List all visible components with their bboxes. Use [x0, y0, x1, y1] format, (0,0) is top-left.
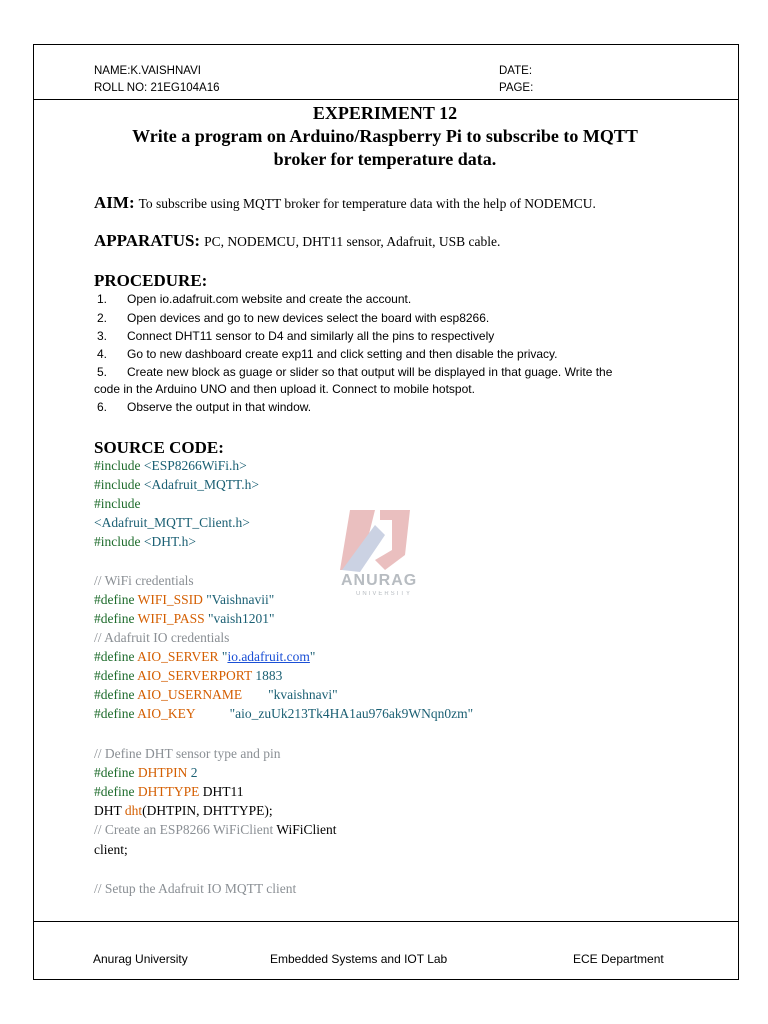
code-line	[94, 822, 337, 838]
code-line	[94, 687, 338, 703]
code-value: 1883	[255, 668, 283, 683]
header-divider	[33, 99, 739, 100]
code-keyword: #define	[94, 765, 135, 780]
aio-server-link[interactable]: io.adafruit.com	[227, 649, 310, 664]
code-keyword: #define	[94, 592, 135, 607]
step-text: Open io.adafruit.com website and create the account.	[127, 292, 412, 306]
step-number: 2.	[97, 311, 108, 325]
procedure-step-continuation: code in the Arduino UNO and then upload it. Connect to mobile hotspot.	[94, 382, 475, 396]
aim-label: AIM:	[94, 193, 135, 212]
code-line	[94, 458, 247, 474]
step-number: 6.	[97, 400, 108, 414]
footer-divider	[33, 921, 739, 922]
watermark-text: ANURAG	[341, 572, 418, 589]
code-keyword: #include	[94, 496, 141, 511]
code-line	[94, 611, 275, 627]
code-keyword: #include	[94, 458, 141, 473]
code-line	[94, 496, 141, 512]
code-comment: // WiFi credentials	[94, 573, 194, 588]
code-value: 2	[190, 765, 198, 780]
code-comment: // Setup the Adafruit IO MQTT client	[94, 881, 297, 896]
procedure-label: PROCEDURE:	[94, 271, 208, 290]
step-text: Open devices and go to new devices select the board with esp8266.	[127, 311, 490, 325]
code-type: DHT	[94, 803, 122, 818]
code-line	[94, 477, 259, 493]
code-line	[94, 784, 243, 800]
footer-university: Anurag University	[93, 952, 188, 966]
date-label: DATE:	[499, 65, 533, 77]
code-value: "Vaishnavii"	[206, 592, 275, 607]
code-keyword: #include	[94, 534, 141, 549]
page-label: PAGE:	[499, 82, 534, 94]
student-name: NAME:K.VAISHNAVI	[94, 65, 201, 77]
experiment-number: EXPERIMENT 12	[312, 103, 458, 123]
code-value: <Adafruit_MQTT_Client.h>	[94, 515, 250, 530]
footer-department: ECE Department	[573, 952, 664, 966]
code-quote: "	[221, 649, 228, 664]
code-identifier: dht	[124, 803, 143, 818]
apparatus-section	[94, 231, 500, 251]
step-text: Create new block as guage or slider so that output will be displayed in that guage. Write the	[127, 365, 613, 379]
procedure-step	[97, 292, 411, 306]
step-number: 5.	[97, 365, 108, 379]
code-identifier: AIO_KEY	[137, 706, 196, 721]
step-number: 4.	[97, 347, 108, 361]
aim-section	[94, 193, 596, 213]
code-identifier: DHTTYPE	[137, 784, 200, 799]
step-number: 3.	[97, 329, 108, 343]
source-code-label: SOURCE CODE:	[94, 438, 224, 457]
roll-number: ROLL NO: 21EG104A16	[94, 82, 220, 94]
code-value: "kvaishnavi"	[268, 687, 338, 702]
step-text: Connect DHT11 sensor to D4 and similarly all the pins to respectively	[127, 329, 495, 343]
code-identifier: WIFI_PASS	[137, 611, 205, 626]
code-value: "aio_zuUk213Tk4HA1au976ak9WNqn0zm"	[229, 706, 474, 721]
code-line	[94, 515, 250, 531]
code-keyword: #define	[94, 611, 135, 626]
footer-lab: Embedded Systems and IOT Lab	[270, 952, 448, 966]
aim-text: To subscribe using MQTT broker for temperature data with the help of NODEMCU.	[138, 196, 596, 211]
code-keyword: #define	[94, 668, 135, 683]
code-args: (DHTPIN, DHTTYPE);	[142, 803, 273, 818]
step-text: Go to new dashboard create exp11 and click setting and then disable the privacy.	[127, 347, 558, 361]
apparatus-label: APPARATUS:	[94, 231, 201, 250]
code-quote: "	[309, 649, 316, 664]
watermark-subtext: UNIVERSITY	[356, 591, 413, 597]
procedure-step	[97, 329, 494, 343]
code-comment: // Define DHT sensor type and pin	[94, 746, 281, 761]
code-identifier: AIO_USERNAME	[137, 687, 243, 702]
code-comment: // Create an ESP8266 WiFiClient	[94, 822, 274, 837]
code-identifier: DHTPIN	[137, 765, 188, 780]
step-text: Observe the output in that window.	[127, 400, 312, 414]
code-line	[94, 765, 197, 781]
code-line	[94, 668, 282, 684]
code-line: client;	[94, 842, 128, 857]
procedure-step	[97, 365, 612, 379]
code-comment: // Adafruit IO credentials	[94, 630, 230, 645]
apparatus-text: PC, NODEMCU, DHT11 sensor, Adafruit, USB cable.	[204, 234, 501, 249]
code-keyword: #define	[94, 784, 135, 799]
code-line	[94, 803, 273, 819]
code-value: "vaish1201"	[208, 611, 275, 626]
experiment-title-line-2: broker for temperature data.	[273, 149, 497, 169]
code-keyword: #define	[94, 706, 135, 721]
code-line	[94, 592, 274, 608]
code-identifier: AIO_SERVER	[137, 649, 219, 664]
code-keyword: #include	[94, 477, 141, 492]
code-line	[94, 534, 196, 550]
code-keyword: #define	[94, 687, 135, 702]
procedure-step	[97, 400, 311, 414]
code-type: WiFiClient	[276, 822, 337, 837]
procedure-step	[97, 347, 558, 361]
code-value: DHT11	[202, 784, 244, 799]
code-value: <ESP8266WiFi.h>	[143, 458, 247, 473]
code-value: <DHT.h>	[143, 534, 196, 549]
code-line	[94, 649, 315, 665]
code-line	[94, 706, 473, 722]
code-identifier: AIO_SERVERPORT	[137, 668, 253, 683]
code-identifier: WIFI_SSID	[137, 592, 203, 607]
experiment-title-line-1: Write a program on Arduino/Raspberry Pi to subscribe to MQTT	[132, 126, 638, 146]
code-keyword: #define	[94, 649, 135, 664]
code-value: <Adafruit_MQTT.h>	[143, 477, 259, 492]
procedure-step	[97, 311, 489, 325]
step-number: 1.	[97, 292, 108, 306]
